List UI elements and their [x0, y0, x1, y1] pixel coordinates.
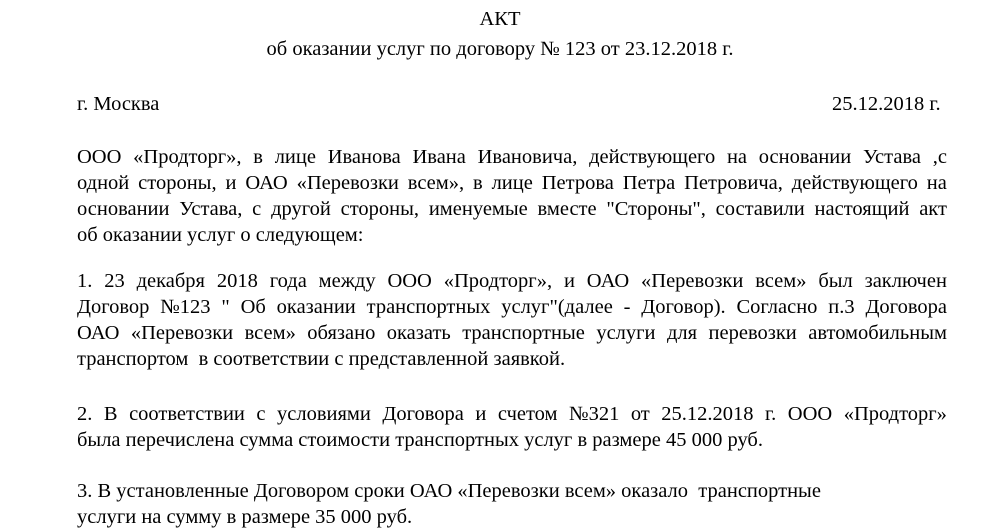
word: вместе — [537, 198, 597, 220]
word: с — [252, 198, 262, 220]
word: Ивана — [412, 146, 466, 168]
word: с — [256, 403, 266, 425]
item-1-line-3 — [77, 322, 947, 348]
word: акт — [919, 198, 947, 220]
preamble-line-2 — [77, 172, 947, 198]
word: ОАО — [77, 322, 120, 344]
word: Устава — [863, 146, 921, 168]
word: №123 — [160, 296, 211, 318]
word: автомобильным — [808, 322, 947, 344]
word: был — [818, 270, 853, 292]
word: транспортные — [462, 322, 585, 344]
word: Договор). — [641, 296, 726, 318]
word: В — [103, 403, 118, 425]
document-subtitle: об оказании услуг по договору № 123 от 23.12.2018 г. — [266, 38, 734, 60]
word: 25.12.2018 — [661, 403, 754, 425]
word: г. — [765, 403, 777, 425]
document-title: АКТ — [479, 8, 521, 30]
word: ОАО — [586, 270, 630, 292]
word: одной — [77, 172, 130, 194]
word: Договор — [77, 296, 150, 318]
word: Устава, — [179, 198, 243, 220]
word: лице — [274, 146, 316, 168]
word: 2. — [77, 403, 93, 425]
word: основании — [77, 198, 170, 220]
word: основании — [758, 146, 852, 168]
word: соответствии — [129, 403, 245, 425]
word: «Продторг», — [443, 270, 553, 292]
word: оказать — [386, 322, 451, 344]
word: в — [253, 146, 263, 168]
word: 23 — [104, 270, 125, 292]
word: перевозки — [708, 322, 797, 344]
word: именуемые — [428, 198, 528, 220]
item-3-line-2: услуги на сумму в размере 35 000 руб. — [77, 506, 413, 528]
word: другой — [271, 198, 331, 220]
preamble-line-3 — [77, 198, 947, 224]
word: ООО — [387, 270, 432, 292]
item-1-line-2 — [77, 296, 947, 322]
word: - — [623, 296, 631, 318]
word: " — [221, 296, 230, 318]
word: от — [630, 403, 650, 425]
item-1-line-1 — [77, 270, 947, 296]
preamble-line-4: об оказании услуг о следующем: — [77, 224, 364, 246]
word: действующего — [589, 146, 716, 168]
word: услуг"(далее — [501, 296, 613, 318]
word: Согласно — [736, 296, 818, 318]
word: декабря — [136, 270, 205, 292]
word: в — [473, 172, 483, 194]
item-2-line-1 — [77, 403, 947, 429]
word: и — [563, 270, 575, 292]
word: транспортных — [366, 296, 491, 318]
word: для — [666, 322, 698, 344]
word: между — [318, 270, 376, 292]
word: Петровича, — [684, 172, 783, 194]
word: «Перевозки — [641, 270, 744, 292]
item-1-line-4: транспортом в соответствии с представленной заявкой. — [77, 348, 566, 370]
preamble-line-1 — [77, 146, 947, 172]
word: лице — [491, 172, 533, 194]
word: 2018 — [216, 270, 258, 292]
word: счетом — [497, 403, 558, 425]
word: обязано — [307, 322, 376, 344]
word: Иванова — [327, 146, 401, 168]
document-date: 25.12.2018 г. — [832, 93, 941, 115]
word: Договора — [865, 296, 947, 318]
item-2-line-2: была перечислена сумма стоимости транспортных услуг в размере 45 000 руб. — [77, 429, 763, 451]
word: п.3 — [828, 296, 855, 318]
word: «Перевозки — [130, 322, 234, 344]
word: и — [225, 172, 237, 194]
word: всем» — [244, 322, 296, 344]
word: ОАО — [245, 172, 288, 194]
word: стороны, — [340, 198, 420, 220]
word: действующего — [791, 172, 918, 194]
word: Договора — [382, 403, 464, 425]
word: настоящий — [814, 198, 910, 220]
word: Петрова — [541, 172, 614, 194]
word: заключен — [864, 270, 947, 292]
word: 1. — [77, 270, 93, 292]
word: ООО — [77, 146, 122, 168]
word: №321 — [569, 403, 620, 425]
word: оказании — [276, 296, 356, 318]
word: стороны, — [138, 172, 217, 194]
word: всем» — [755, 270, 807, 292]
word: Об — [240, 296, 266, 318]
document-place: г. Москва — [77, 93, 160, 115]
word: года — [269, 270, 307, 292]
word: на — [926, 172, 947, 194]
word: составили — [715, 198, 805, 220]
word: «Продторг» — [843, 403, 947, 425]
word: условиями — [277, 403, 371, 425]
word: "Стороны", — [606, 198, 706, 220]
word: ООО — [787, 403, 833, 425]
word: «Продторг», — [133, 146, 242, 168]
word: Петра — [622, 172, 676, 194]
word: Ивановича, — [477, 146, 578, 168]
word: ,с — [932, 146, 947, 168]
word: на — [726, 146, 748, 168]
word: услуги — [596, 322, 656, 344]
word: и — [475, 403, 487, 425]
word: «Перевозки — [296, 172, 399, 194]
word: всем», — [407, 172, 465, 194]
item-3-line-1: 3. В установленные Договором сроки ОАО «Перевозки всем» оказало транспортные — [77, 480, 821, 502]
